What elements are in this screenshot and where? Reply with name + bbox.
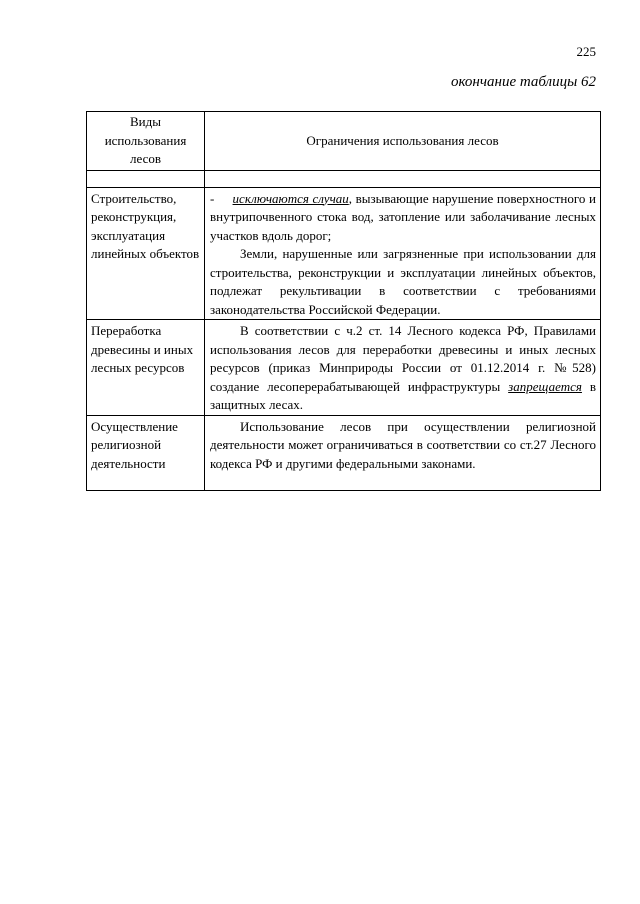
- table-caption: окончание таблицы 62: [450, 74, 596, 90]
- spacer-cell: [87, 170, 205, 187]
- restriction-paragraph: Использование лесов при осуществлении религиозной деятельности может ограничиваться в соответствии со ст.27 Лесного кодекса РФ и другими федеральными законами.: [210, 418, 596, 471]
- paragraph-text: , вызывающие нарушение поверхностного и внутрипочвенного стока вод, затопление или заболачивание лесных участков вдоль дорог;: [210, 190, 596, 243]
- usage-type-cell: Осуществление религиозной деятельности: [87, 415, 205, 490]
- restrictions-table: [86, 111, 601, 491]
- spacer-cell: [205, 170, 601, 187]
- restriction-paragraph: [210, 322, 596, 415]
- restriction-paragraph: Земли, нарушенные или загрязненные при использовании для строительства, реконструкции и эксплуатации линейных объектов, подлежат рекультивации в соответствии с требованиями законодательства Российской Федерации.: [210, 246, 596, 317]
- restriction-cell: [205, 415, 601, 490]
- table-row: [87, 187, 601, 320]
- page-number: 225: [576, 44, 596, 59]
- list-dash: -: [210, 190, 215, 206]
- restriction-paragraph: [210, 190, 596, 246]
- table-row: [87, 320, 601, 416]
- header-restrictions: Ограничения использования лесов: [205, 112, 601, 171]
- paragraph-text: В соответствии с ч.2 ст. 14 Лесного кодекса РФ, Правилами использования лесов для переработки древесины и иных лесных ресурсов (приказ Минприроды России от 01.12.2014 г. №528) создание лесоперерабатывающей инфраструктуры: [210, 323, 596, 394]
- restriction-cell: [205, 187, 601, 320]
- restriction-cell: [205, 320, 601, 416]
- paragraph-text: в защитных лесах.: [210, 378, 596, 412]
- emphasis-text: исключаются случаи: [232, 190, 349, 206]
- emphasis-text: запрещается: [508, 378, 582, 394]
- table-row: [87, 415, 601, 490]
- table-spacer-row: [87, 170, 601, 187]
- usage-type-cell: Строительство, реконструкция, эксплуатация линейных объектов: [87, 187, 205, 320]
- table-header-row: [87, 112, 601, 171]
- header-usage-type: Виды использования лесов: [87, 112, 205, 171]
- usage-type-cell: Переработка древесины и иных лесных ресурсов: [87, 320, 205, 416]
